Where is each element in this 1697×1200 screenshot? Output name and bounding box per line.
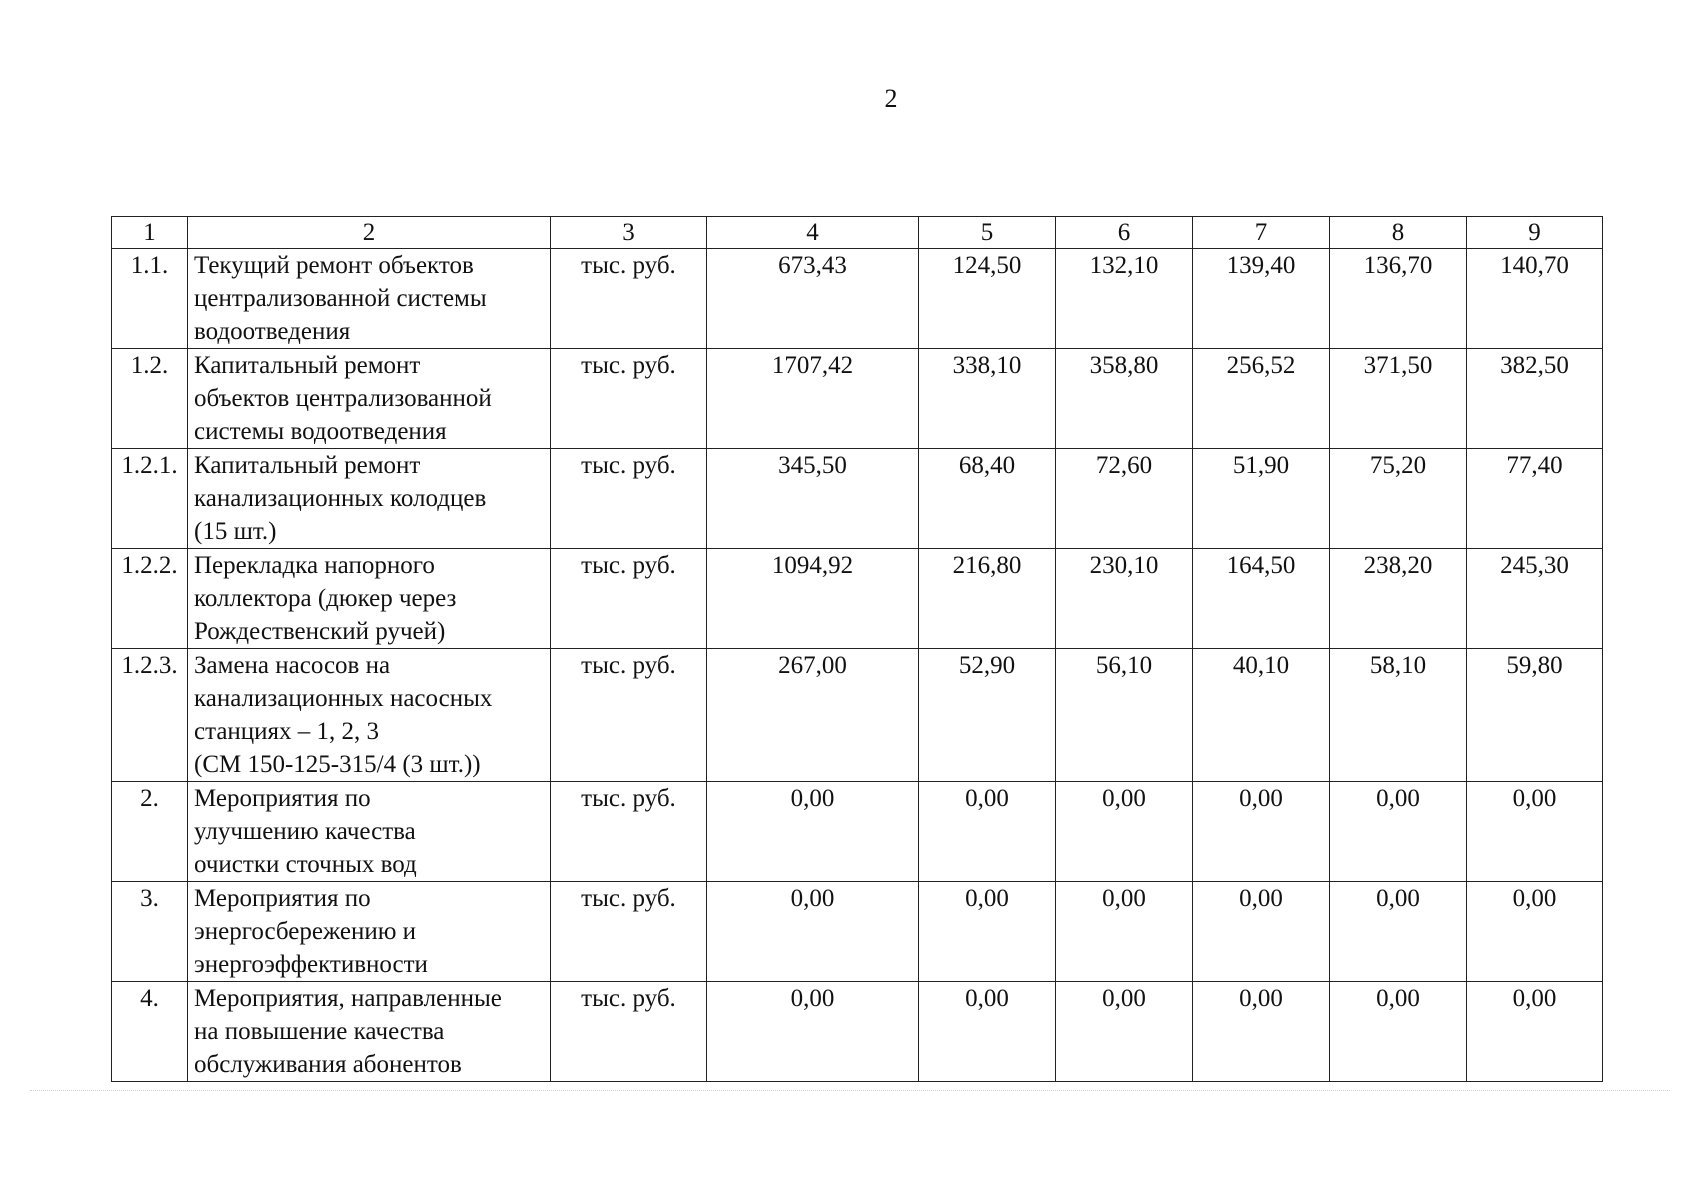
description-line: объектов централизованной	[194, 385, 492, 412]
row-unit: тыс. руб.	[551, 882, 707, 982]
table-row	[112, 782, 1603, 882]
row-value: 371,50	[1330, 349, 1467, 449]
table-header-row	[112, 217, 1603, 249]
row-value: 0,00	[1330, 882, 1467, 982]
row-description	[188, 982, 551, 1082]
table-row	[112, 649, 1603, 782]
description-line: Рождественский ручей)	[194, 618, 446, 645]
column-number-header: 5	[919, 217, 1056, 249]
description-line: Капитальный ремонт	[194, 352, 421, 379]
column-number-header: 9	[1467, 217, 1603, 249]
row-value: 0,00	[919, 782, 1056, 882]
description-line: системы водоотведения	[194, 418, 447, 445]
row-value: 52,90	[919, 649, 1056, 782]
table-row	[112, 882, 1603, 982]
measures-table	[111, 216, 1603, 1082]
row-value: 0,00	[1330, 782, 1467, 882]
row-value: 136,70	[1330, 249, 1467, 349]
row-value: 68,40	[919, 449, 1056, 549]
column-number-header: 2	[188, 217, 551, 249]
row-value: 75,20	[1330, 449, 1467, 549]
description-line: Перекладка напорного	[194, 552, 435, 579]
row-value: 0,00	[1330, 982, 1467, 1082]
row-number: 2.	[112, 782, 188, 882]
description-line: Замена насосов на	[194, 652, 391, 679]
row-number: 1.2.	[112, 349, 188, 449]
table-row	[112, 349, 1603, 449]
row-description	[188, 782, 551, 882]
row-value: 673,43	[707, 249, 919, 349]
row-description	[188, 349, 551, 449]
description-line: Текущий ремонт объектов	[194, 252, 474, 279]
row-value: 345,50	[707, 449, 919, 549]
row-value: 0,00	[707, 882, 919, 982]
row-number: 1.2.3.	[112, 649, 188, 782]
description-line: улучшению качества	[194, 818, 416, 845]
row-value: 72,60	[1056, 449, 1193, 549]
row-value: 77,40	[1467, 449, 1603, 549]
description-line: централизованной системы	[194, 285, 487, 312]
row-unit: тыс. руб.	[551, 449, 707, 549]
row-value: 0,00	[1467, 882, 1603, 982]
row-unit: тыс. руб.	[551, 549, 707, 649]
description-line: Капитальный ремонт	[194, 452, 421, 479]
row-value: 267,00	[707, 649, 919, 782]
row-value: 0,00	[1193, 982, 1330, 1082]
row-value: 0,00	[1056, 782, 1193, 882]
table-row	[112, 549, 1603, 649]
description-line: коллектора (дюкер через	[194, 585, 457, 612]
row-value: 124,50	[919, 249, 1056, 349]
table-row	[112, 249, 1603, 349]
row-value: 0,00	[707, 782, 919, 882]
row-value: 338,10	[919, 349, 1056, 449]
column-number-header: 6	[1056, 217, 1193, 249]
description-line: станциях – 1, 2, 3	[194, 718, 380, 745]
row-unit: тыс. руб.	[551, 782, 707, 882]
description-line: (СМ 150-125-315/4 (3 шт.))	[194, 751, 481, 778]
row-description	[188, 449, 551, 549]
row-value: 230,10	[1056, 549, 1193, 649]
column-number-header: 4	[707, 217, 919, 249]
row-value: 1094,92	[707, 549, 919, 649]
table-row	[112, 449, 1603, 549]
column-number-header: 7	[1193, 217, 1330, 249]
scan-artifact-line	[30, 1090, 1670, 1091]
row-description	[188, 649, 551, 782]
description-line: канализационных колодцев	[194, 485, 487, 512]
row-value: 59,80	[1467, 649, 1603, 782]
description-line: водоотведения	[194, 318, 351, 345]
row-value: 0,00	[1467, 782, 1603, 882]
row-value: 51,90	[1193, 449, 1330, 549]
row-value: 164,50	[1193, 549, 1330, 649]
row-description	[188, 882, 551, 982]
row-value: 0,00	[1467, 982, 1603, 1082]
row-value: 0,00	[1056, 982, 1193, 1082]
row-unit: тыс. руб.	[551, 982, 707, 1082]
page-number: 2	[884, 84, 898, 113]
column-number-header: 1	[112, 217, 188, 249]
row-value: 245,30	[1467, 549, 1603, 649]
description-line: очистки сточных вод	[194, 851, 417, 878]
row-value: 0,00	[1056, 882, 1193, 982]
description-line: на повышение качества	[194, 1018, 445, 1045]
row-value: 382,50	[1467, 349, 1603, 449]
row-value: 0,00	[707, 982, 919, 1082]
description-line: энергосбережению и	[194, 918, 417, 945]
column-number-header: 3	[551, 217, 707, 249]
row-value: 56,10	[1056, 649, 1193, 782]
row-number: 1.2.1.	[112, 449, 188, 549]
description-line: обслуживания абонентов	[194, 1051, 462, 1078]
description-line: (15 шт.)	[194, 518, 277, 545]
row-value: 58,10	[1330, 649, 1467, 782]
row-value: 0,00	[1193, 882, 1330, 982]
row-value: 0,00	[919, 882, 1056, 982]
row-description	[188, 549, 551, 649]
row-value: 0,00	[919, 982, 1056, 1082]
row-value: 139,40	[1193, 249, 1330, 349]
row-number: 3.	[112, 882, 188, 982]
column-number-header: 8	[1330, 217, 1467, 249]
description-line: Мероприятия по	[194, 785, 371, 812]
row-description	[188, 249, 551, 349]
description-line: энергоэффективности	[194, 951, 428, 978]
row-unit: тыс. руб.	[551, 649, 707, 782]
row-number: 1.1.	[112, 249, 188, 349]
row-value: 216,80	[919, 549, 1056, 649]
row-value: 1707,42	[707, 349, 919, 449]
description-line: Мероприятия, направленные	[194, 985, 502, 1012]
row-value: 238,20	[1330, 549, 1467, 649]
row-value: 0,00	[1193, 782, 1330, 882]
description-line: канализационных насосных	[194, 685, 493, 712]
row-number: 4.	[112, 982, 188, 1082]
row-value: 132,10	[1056, 249, 1193, 349]
row-unit: тыс. руб.	[551, 249, 707, 349]
row-value: 256,52	[1193, 349, 1330, 449]
row-unit: тыс. руб.	[551, 349, 707, 449]
description-line: Мероприятия по	[194, 885, 371, 912]
row-value: 40,10	[1193, 649, 1330, 782]
row-value: 140,70	[1467, 249, 1603, 349]
table-row	[112, 982, 1603, 1082]
row-value: 358,80	[1056, 349, 1193, 449]
row-number: 1.2.2.	[112, 549, 188, 649]
